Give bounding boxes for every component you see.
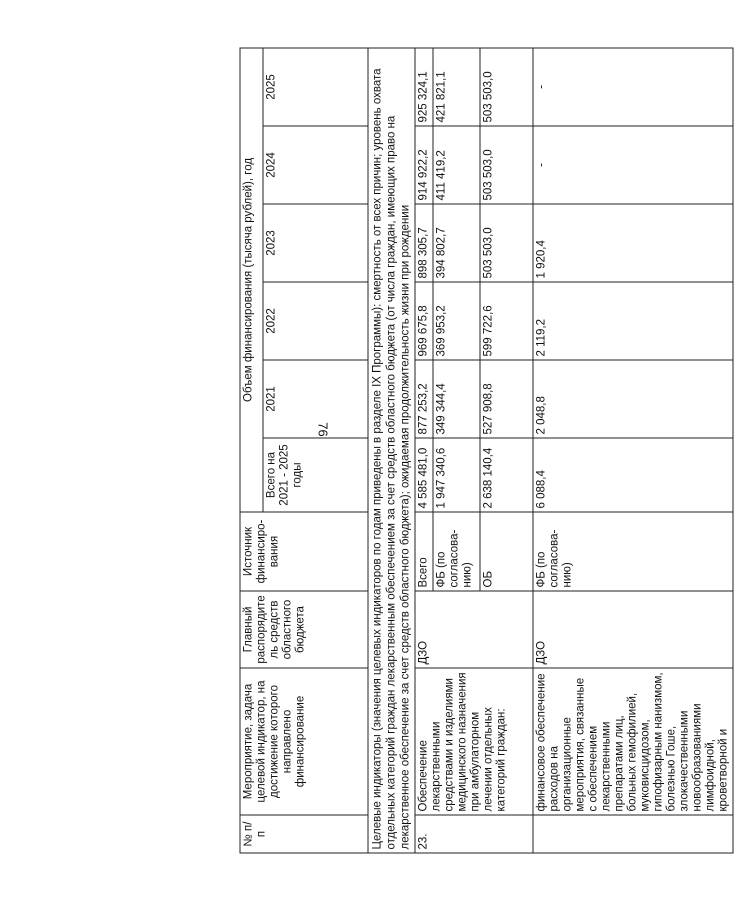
row-23-num: 23. xyxy=(415,815,533,853)
row-23-fb-2023: 394 802,7 xyxy=(433,204,480,282)
row-sub-measure: финансовое обеспечение расходов на организационные мероприятия, связанные с обеспечением лекарственными препаратами лиц, больных гемофилией, муковисцидозом, гипофизарным нанизмом, болезнью Гоше, злокачественными новообразованиями лимфоидной, кроветворной и xyxy=(533,668,733,815)
row-23-all-2022: 969 675,8 xyxy=(415,282,433,360)
row-23-ob-2025: 503 503,0 xyxy=(480,48,533,126)
row-23-fb-2022: 369 953,2 xyxy=(433,282,480,360)
row-sub-2021: 2 048,8 xyxy=(533,360,733,438)
page-number: 76 xyxy=(315,422,331,437)
header-num: № п/п xyxy=(240,815,368,853)
header-year-2022: 2022 xyxy=(263,282,368,360)
row-23-ob-total: 2 638 140,4 xyxy=(480,438,533,512)
row-23-all-2023: 898 305,7 xyxy=(415,204,433,282)
header-total: Всего на 2021 - 2025 годы xyxy=(263,438,368,512)
row-sub-total: 6 088,4 xyxy=(533,438,733,512)
header-year-2023: 2023 xyxy=(263,204,368,282)
row-23-measure: Обеспечение лекарственными средствами и изделиями медицинского назначения при амбулаторном лечении отдельных категорий граждан: xyxy=(415,668,533,815)
row-23-ob-2023: 503 503,0 xyxy=(480,204,533,282)
row-23-ob-2022: 599 722,6 xyxy=(480,282,533,360)
row-23-all-total: 4 585 481,0 xyxy=(415,438,433,512)
row-sub-source: ФБ (по согласова-нию) xyxy=(533,512,733,591)
row-23-all-2021: 877 253,2 xyxy=(415,360,433,438)
row-sub-2024: - xyxy=(533,126,733,204)
funding-table xyxy=(240,47,734,853)
row-sub-num xyxy=(533,815,733,853)
row-23-ob-2021: 527 908,8 xyxy=(480,360,533,438)
row-sub-2022: 2 119,2 xyxy=(533,282,733,360)
row-23-fb-2021: 349 344,4 xyxy=(433,360,480,438)
header-funding: Объем финансирования (тысяча рублей), год xyxy=(240,48,263,512)
header-measure: Мероприятие, задача целевой индикатор, на достижение которого направлено финансирование xyxy=(240,668,368,815)
header-source: Источник финансиро-вания xyxy=(240,512,368,591)
row-23-fb-2024: 411 419,2 xyxy=(433,126,480,204)
row-23-fb-2025: 421 821,1 xyxy=(433,48,480,126)
row-23-source-ob: ОБ xyxy=(480,512,533,591)
row-23-fb-total: 1 947 340,6 xyxy=(433,438,480,512)
row-23-all-2025: 925 324,1 xyxy=(415,48,433,126)
rotated-table-container xyxy=(240,49,730,854)
row-23-all-2024: 914 922,2 xyxy=(415,126,433,204)
row-sub-2023: 1 920,4 xyxy=(533,204,733,282)
header-year-2025: 2025 xyxy=(263,48,368,126)
header-manager: Главный распорядитель средств областного бюджета xyxy=(240,591,368,668)
target-indicators: Целевые индикаторы (значения целевых индикаторов по годам приведены в разделе IX Программы): смертность от всех причин; уровень охвата отдельных категорий граждан лекарственным обеспечением за счет средств областного бюджета (от числа граждан, имеющих право на лекарственное обеспечение за счет средств областного бюджета); ожидаемая продолжительность жизни при рождении xyxy=(368,48,415,853)
row-23-source-fb: ФБ (по согласова-нию) xyxy=(433,512,480,591)
row-sub-2025: - xyxy=(533,48,733,126)
row-23-manager: ДЗО xyxy=(415,591,533,668)
header-year-2024: 2024 xyxy=(263,126,368,204)
row-23-source-all: Всего xyxy=(415,512,433,591)
header-year-2021: 2021 xyxy=(263,360,368,438)
row-23-ob-2024: 503 503,0 xyxy=(480,126,533,204)
row-sub-manager: ДЗО xyxy=(533,591,733,668)
